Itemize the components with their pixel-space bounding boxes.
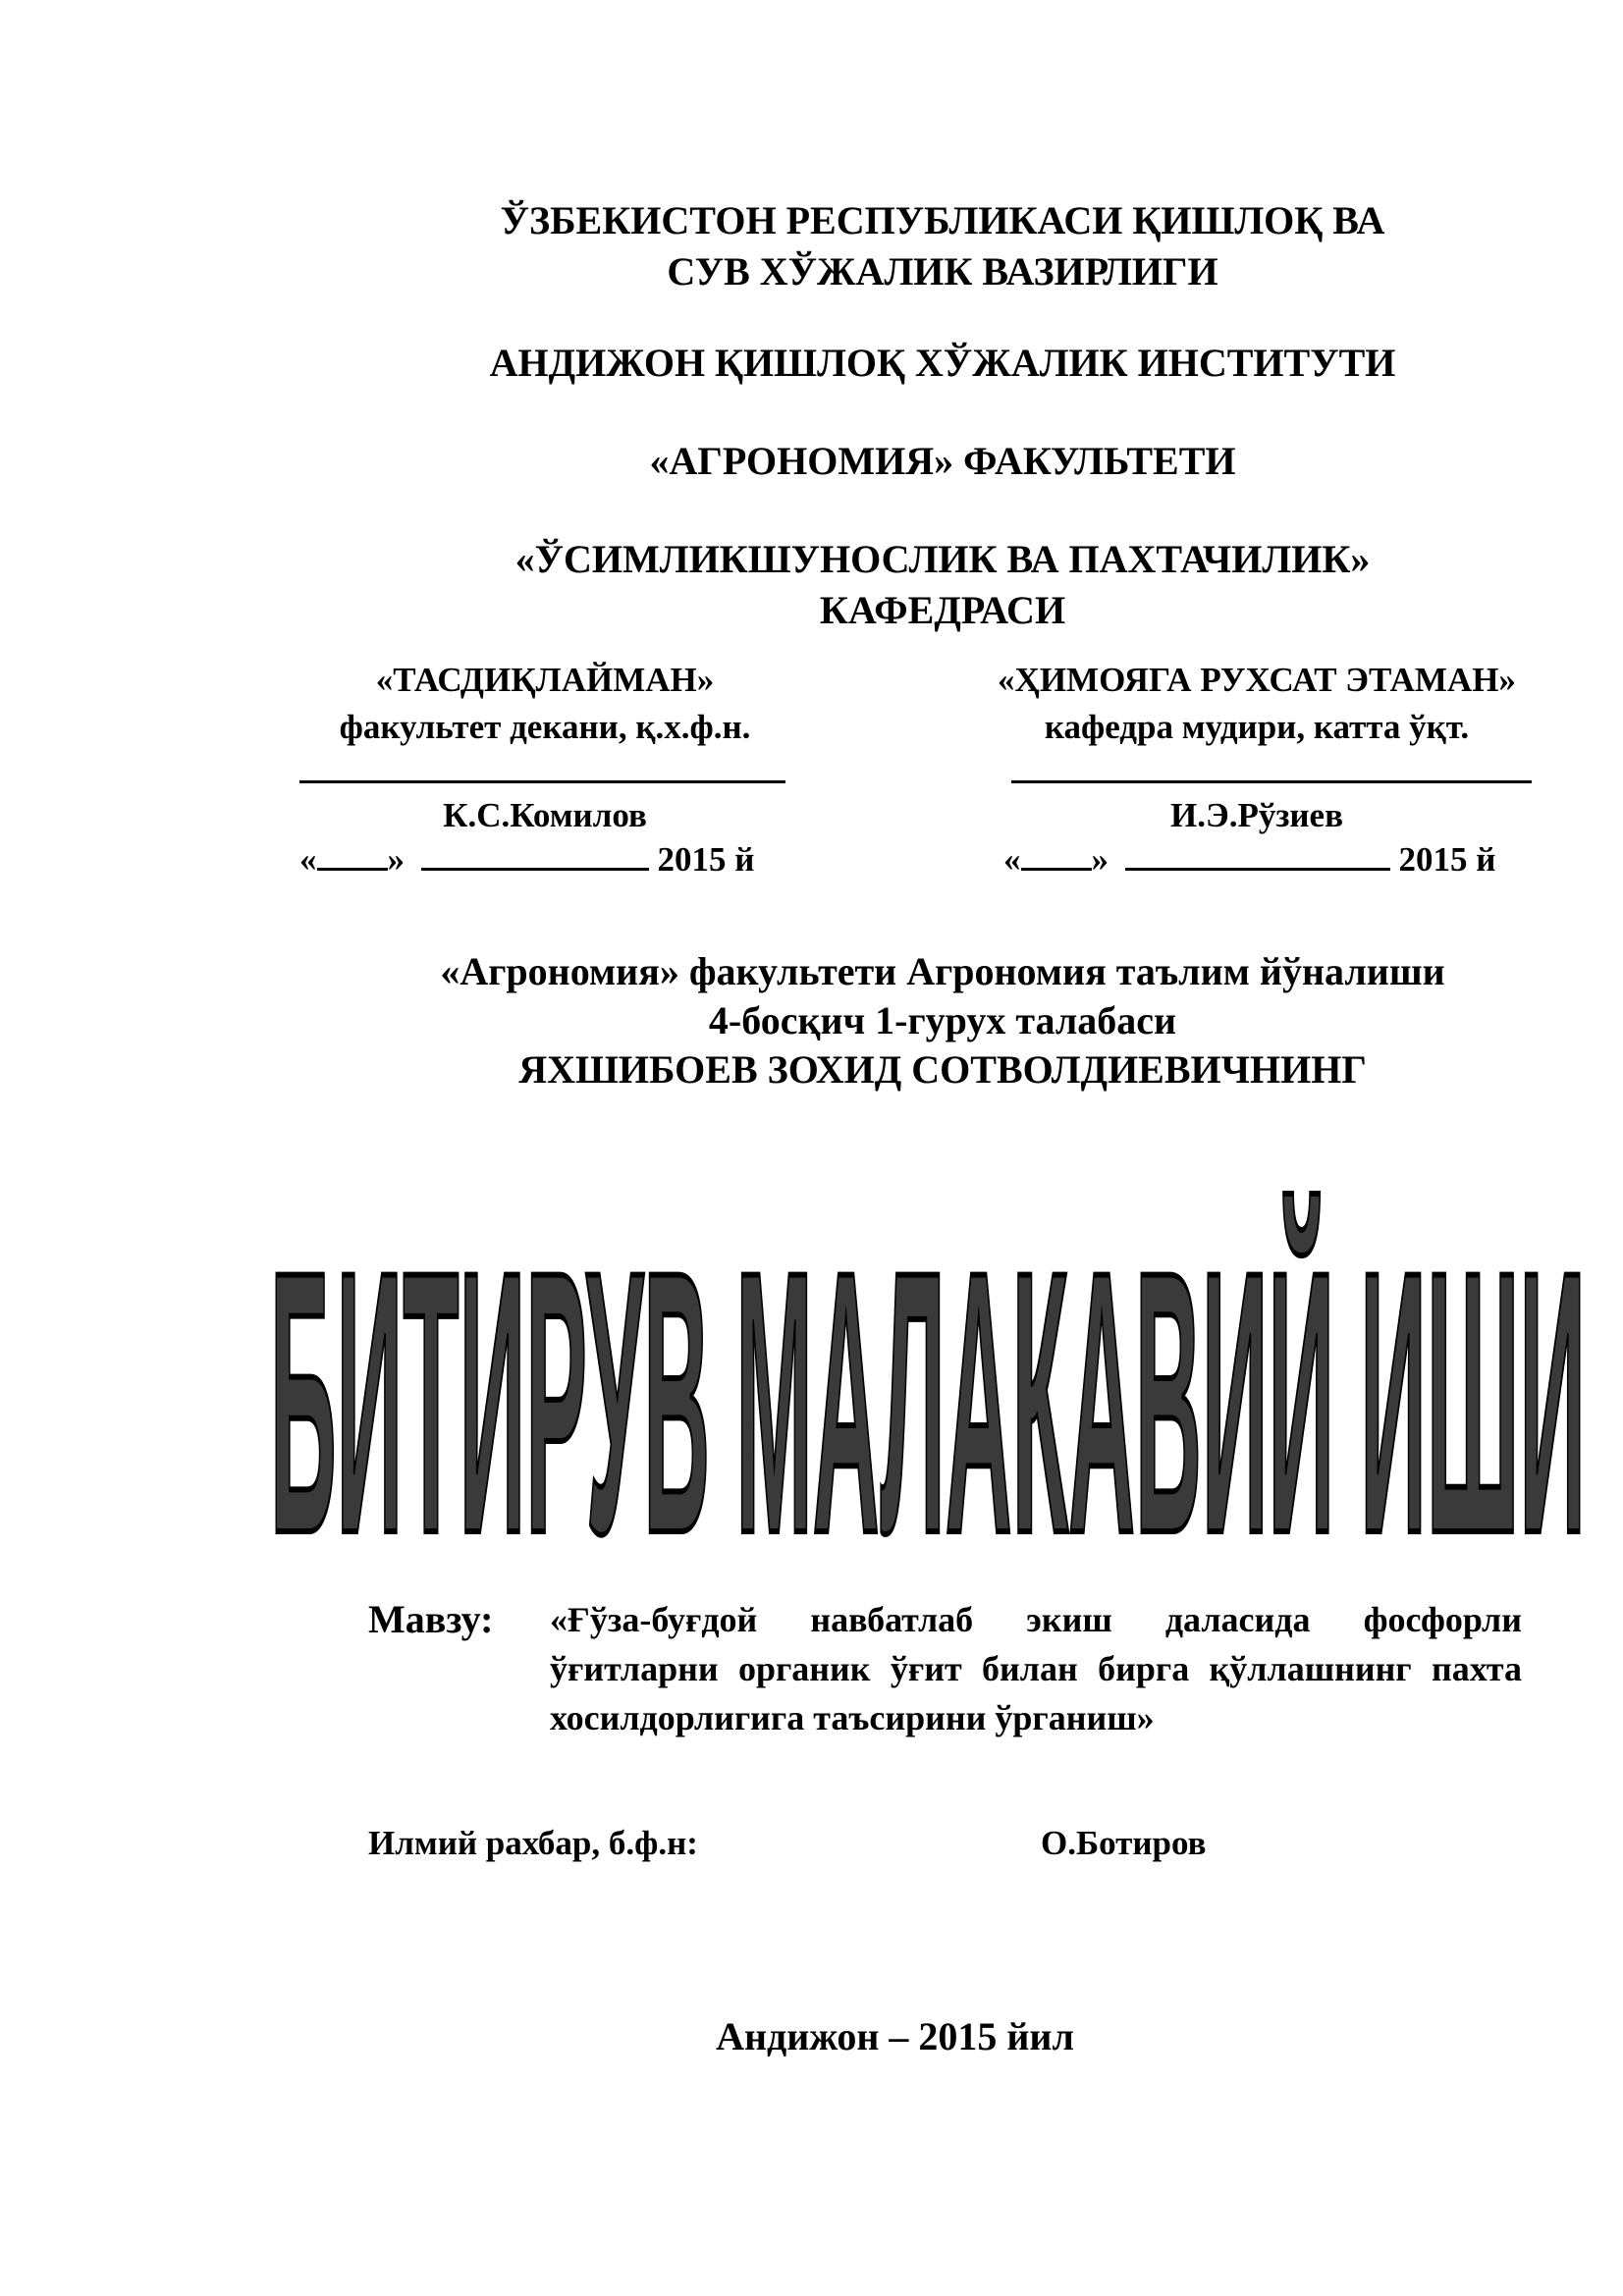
thesis-title bbox=[265, 1183, 1591, 1556]
department-line-1: «ЎСИМЛИКШУНОСЛИК ВА ПАХТАЧИЛИК» bbox=[514, 537, 1371, 581]
thesis-title-art bbox=[265, 1183, 1591, 1556]
department-line-2: КАФЕДРАСИ bbox=[819, 588, 1066, 632]
topic-line-2: ўғитларни органик ўғит билан бирга қўллашнинг пахта bbox=[550, 1649, 1522, 1688]
place-and-year: Андижон – 2015 йил bbox=[716, 2014, 1074, 2058]
approval-right-position: кафедра мудири, катта ўқт. bbox=[1044, 708, 1470, 746]
topic-text bbox=[550, 1595, 1522, 1742]
thesis-title-text: БИТИРУВ МАЛАКАВИЙ ИШИ bbox=[270, 1194, 1586, 1556]
date-close-quote: » bbox=[387, 840, 405, 879]
month-blank bbox=[1125, 838, 1390, 871]
institute-name: АНДИЖОН ҚИШЛОҚ ХЎЖАЛИК ИНСТИТУТИ bbox=[489, 341, 1396, 385]
approval-right-name: И.Э.Рўзиев bbox=[1169, 796, 1343, 834]
supervisor-label: Илмий рахбар, б.ф.н: bbox=[368, 1824, 698, 1862]
day-blank bbox=[317, 838, 388, 871]
approval-right-year: 2015 й bbox=[1398, 840, 1496, 879]
approval-left-year: 2015 й bbox=[657, 840, 755, 879]
faculty-name: «АГРОНОМИЯ» ФАКУЛЬТЕТИ bbox=[649, 439, 1236, 483]
day-blank bbox=[1021, 838, 1092, 871]
topic-label: Мавзу: bbox=[368, 1597, 494, 1641]
approval-right-signature-line bbox=[1011, 780, 1532, 783]
approval-right-heading: «ҲИМОЯГА РУХСАТ ЭТАМАН» bbox=[998, 661, 1516, 699]
approval-left-date bbox=[299, 837, 754, 882]
date-open-quote: « bbox=[1003, 840, 1021, 879]
approval-right-date bbox=[1003, 837, 1495, 882]
month-blank bbox=[421, 838, 649, 871]
topic-line-1: «Ғўза-буғдой навбатлаб экиш даласида фосфорли bbox=[550, 1600, 1522, 1639]
approval-left-heading: «ТАСДИҚЛАЙМАН» bbox=[375, 661, 715, 699]
student-faculty-line: «Агрономия» факультети Агрономия таълим йўналиши bbox=[440, 949, 1445, 993]
date-open-quote: « bbox=[299, 840, 317, 879]
approval-left-position: факультет декани, қ.х.ф.н. bbox=[339, 708, 751, 746]
date-close-quote: » bbox=[1091, 840, 1109, 879]
student-course-line: 4-босқич 1-гурух талабаси bbox=[708, 998, 1177, 1042]
approval-left-name: К.С.Комилов bbox=[443, 796, 647, 834]
supervisor-name: О.Ботиров bbox=[1041, 1824, 1207, 1862]
ministry-line-2: СУВ ХЎЖАЛИК ВАЗИРЛИГИ bbox=[667, 249, 1218, 294]
approval-left-signature-line bbox=[299, 780, 785, 783]
ministry-line-1: ЎЗБЕКИСТОН РЕСПУБЛИКАСИ ҚИШЛОҚ ВА bbox=[500, 198, 1385, 242]
student-name: ЯХШИБОЕВ ЗОХИД СОТВОЛДИЕВИЧНИНГ bbox=[518, 1047, 1367, 1092]
topic-line-3: хосилдорлигига таъсирини ўрганиш» bbox=[550, 1698, 1155, 1737]
